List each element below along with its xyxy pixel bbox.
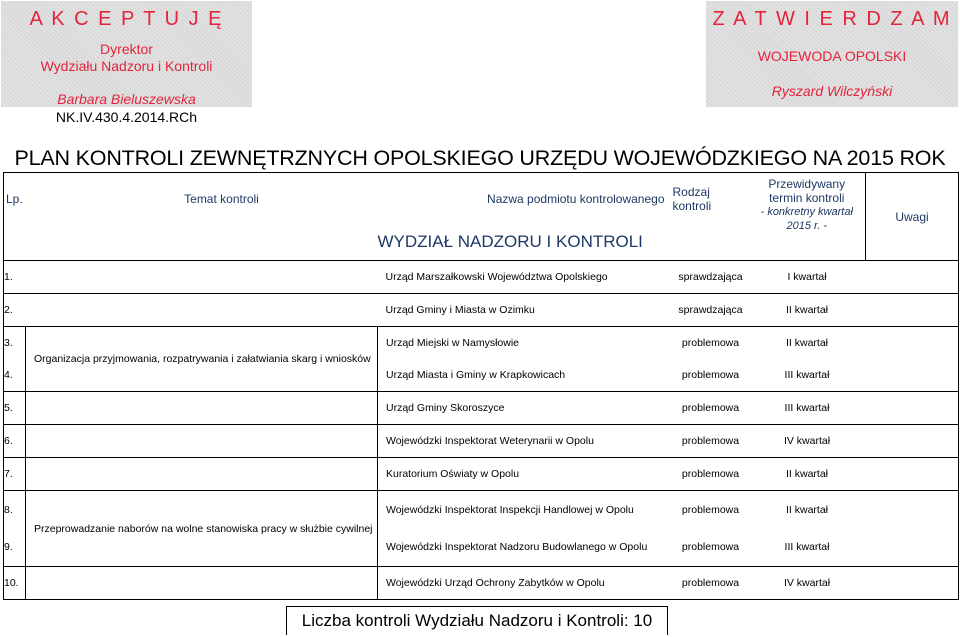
director-role: Dyrektor bbox=[100, 41, 153, 57]
row-1-kind: sprawdzająca bbox=[673, 261, 749, 294]
row-3-entity: Urząd Miejski w Namysłowie bbox=[378, 327, 673, 360]
row-1-entity: Urząd Marszałkowski Województwa Opolskiego bbox=[378, 261, 673, 294]
row-10-quarter: IV kwartał bbox=[749, 567, 866, 600]
row-8-quarter: II kwartał bbox=[749, 491, 866, 529]
row-5-kind: problemowa bbox=[673, 392, 749, 425]
row-6-lp: 6. bbox=[4, 425, 26, 458]
row-7-quarter: II kwartał bbox=[749, 458, 866, 491]
row-2-kind: sprawdzająca bbox=[673, 294, 749, 327]
row-9-kind: problemowa bbox=[681, 541, 740, 554]
term-line-4: 2015 r. - bbox=[786, 220, 828, 232]
row-4-lp: 4. bbox=[4, 359, 26, 392]
reference-number: NK.IV.430.4.2014.RCh bbox=[55, 109, 198, 125]
row-3-quarter: II kwartał bbox=[749, 327, 866, 360]
row-3-kind: problemowa bbox=[673, 327, 749, 360]
accept-title: A K C E P T U J Ę bbox=[29, 8, 224, 30]
row-1-lp: 1. bbox=[4, 261, 26, 294]
term-line-1: Przewidywany bbox=[768, 177, 846, 191]
approve-title: Z A T W I E R D Z A M bbox=[712, 8, 952, 30]
row-4-quarter: III kwartał bbox=[784, 369, 830, 381]
row-7-kind: problemowa bbox=[673, 458, 749, 491]
department-heading: WYDZIAŁ NADZORU I KONTROLI bbox=[377, 232, 643, 252]
approval-panel-left bbox=[1, 1, 252, 107]
term-line-2: termin kontroli bbox=[769, 191, 845, 205]
row-6-entity: Wojewódzki Inspektorat Weterynarii w Opolu bbox=[378, 425, 673, 458]
header-notes: Uwagi bbox=[866, 173, 959, 261]
row-5-quarter: III kwartał bbox=[749, 392, 866, 425]
row-7-entity: Kuratorium Oświaty w Opolu bbox=[378, 458, 673, 491]
row-8-lp: 8. bbox=[4, 491, 26, 529]
row-2-quarter: II kwartał bbox=[749, 294, 866, 327]
row-5-lp: 5. bbox=[4, 392, 26, 425]
topic-recruitment: Przeprowadzanie naborów na wolne stanowiska pracy w służbie cywilnej bbox=[26, 491, 378, 567]
row-9-entity: Wojewódzki Inspektorat Nadzoru Budowlanego w Opolu bbox=[378, 529, 673, 567]
row-9-quarter: III kwartał bbox=[784, 541, 830, 554]
row-5-entity: Urząd Gminy Skoroszyce bbox=[378, 392, 673, 425]
header-term bbox=[749, 173, 866, 261]
row-9-lp: 9. bbox=[4, 529, 26, 567]
governor-role: WOJEWODA OPOLSKI bbox=[757, 48, 907, 64]
row-1-quarter: I kwartał bbox=[749, 261, 866, 294]
document-title: PLAN KONTROLI ZEWNĘTRZNYCH OPOLSKIEGO URZĘDU WOJEWÓDZKIEGO NA 2015 ROK bbox=[14, 146, 946, 170]
director-name: Barbara Bieluszewska bbox=[57, 91, 196, 107]
row-6-quarter: IV kwartał bbox=[749, 425, 866, 458]
row-8-kind: problemowa bbox=[673, 491, 749, 529]
director-department: Wydziału Nadzoru i Kontroli bbox=[40, 58, 213, 74]
row-8-entity: Wojewódzki Inspektorat Inspekcji Handlowej w Opolu bbox=[378, 491, 673, 529]
row-7-lp: 7. bbox=[4, 458, 26, 491]
row-2-entity: Urząd Gminy i Miasta w Ozimku bbox=[378, 294, 673, 327]
header-entity: Nazwa podmiotu kontrolowanego bbox=[378, 173, 673, 225]
header-lp: Lp. bbox=[4, 173, 26, 225]
row-3-lp: 3. bbox=[4, 327, 26, 360]
control-plan-table bbox=[3, 172, 959, 600]
row-4-entity: Urząd Miasta i Gminy w Krapkowicach bbox=[378, 359, 673, 392]
header-topic: Temat kontroli bbox=[26, 173, 378, 225]
term-line-3: - konkretny kwartał bbox=[760, 206, 853, 218]
header-kind: Rodzaj kontroli bbox=[673, 173, 749, 225]
row-6-kind: problemowa bbox=[673, 425, 749, 458]
governor-name: Ryszard Wilczyński bbox=[771, 83, 893, 99]
row-4-kind: problemowa bbox=[681, 369, 740, 381]
summary-total: Liczba kontroli Wydziału Nadzoru i Kontroli: 10 bbox=[286, 606, 668, 635]
approval-panel-right bbox=[706, 1, 958, 107]
row-10-kind: problemowa bbox=[673, 567, 749, 600]
row-2-lp: 2. bbox=[4, 294, 26, 327]
row-10-lp: 10. bbox=[4, 567, 26, 600]
topic-complaints: Organizacja przyjmowania, rozpatrywania i załatwiania skarg i wniosków bbox=[26, 327, 378, 392]
row-10-entity: Wojewódzki Urząd Ochrony Zabytków w Opolu bbox=[378, 567, 673, 600]
